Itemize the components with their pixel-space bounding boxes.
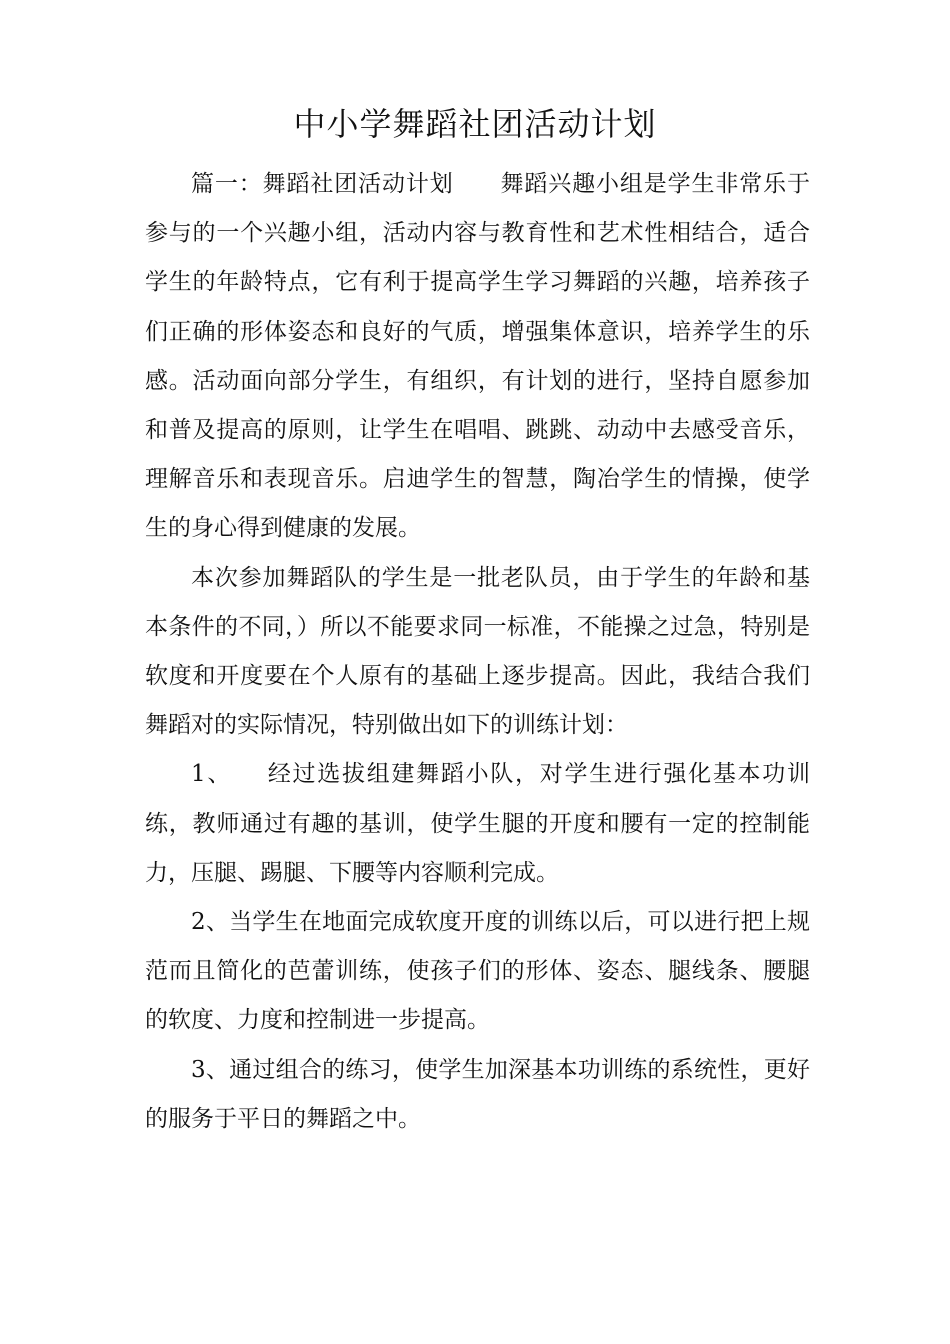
paragraph-text: 经过选拔组建舞蹈小队，对学生进行强化基本功训练，教师通过有趣的基训，使学生腿的开度和腰有一定的控制能力，压腿、踢腿、下腰等内容顺利完成。 <box>145 761 811 886</box>
paragraph-text: 2、当学生在地面完成软度开度的训练以后，可以进行把上规范而且简化的芭蕾训练，使孩子们的形体、姿态、腿线条、腰腿的软度、力度和控制进一步提高。 <box>145 909 810 1034</box>
paragraph-text: 3、通过组合的练习，使学生加深基本功训练的系统性，更好的服务于平日的舞蹈之中。 <box>145 1056 810 1132</box>
paragraph-text: 舞蹈兴趣小组是学生非常乐于参与的一个兴趣小组，活动内容与教育性和艺术性相结合，适合学生的年龄特点，它有利于提高学生学习舞蹈的兴趣，培养孩子们正确的形体姿态和良好的气质，增强集体意识，培养学生的乐感。活动面向部分学生，有组织，有计划的进行，坚持自愿参加和普及提高的原则，让学生在唱唱、跳跳、动动中去感受音乐，理解音乐和表现音乐。启迪学生的智慧，陶冶学生的情操，使学生的身心得到健康的发展。 <box>145 171 810 542</box>
paragraph-intro <box>145 160 810 554</box>
paragraph-lead: 1、 <box>191 761 233 788</box>
document-title: 中小学舞蹈社团活动计划 <box>293 105 657 143</box>
paragraph-text: 本次参加舞蹈队的学生是一批老队员，由于学生的年龄和基本条件的不同，）所以不能要求同一标准，不能操之过急，特别是软度和开度要在个人原有的基础上逐步提高。因此，我结合我们舞蹈对的实际情况，特别做出如下的训练计划： <box>145 564 810 739</box>
paragraph-team <box>145 554 810 751</box>
paragraph-item-1 <box>145 750 810 898</box>
paragraph-item-3 <box>145 1046 810 1144</box>
document-body <box>145 160 810 1144</box>
paragraph-item-2 <box>145 898 810 1046</box>
paragraph-lead: 篇一：舞蹈社团活动计划 <box>191 171 454 197</box>
